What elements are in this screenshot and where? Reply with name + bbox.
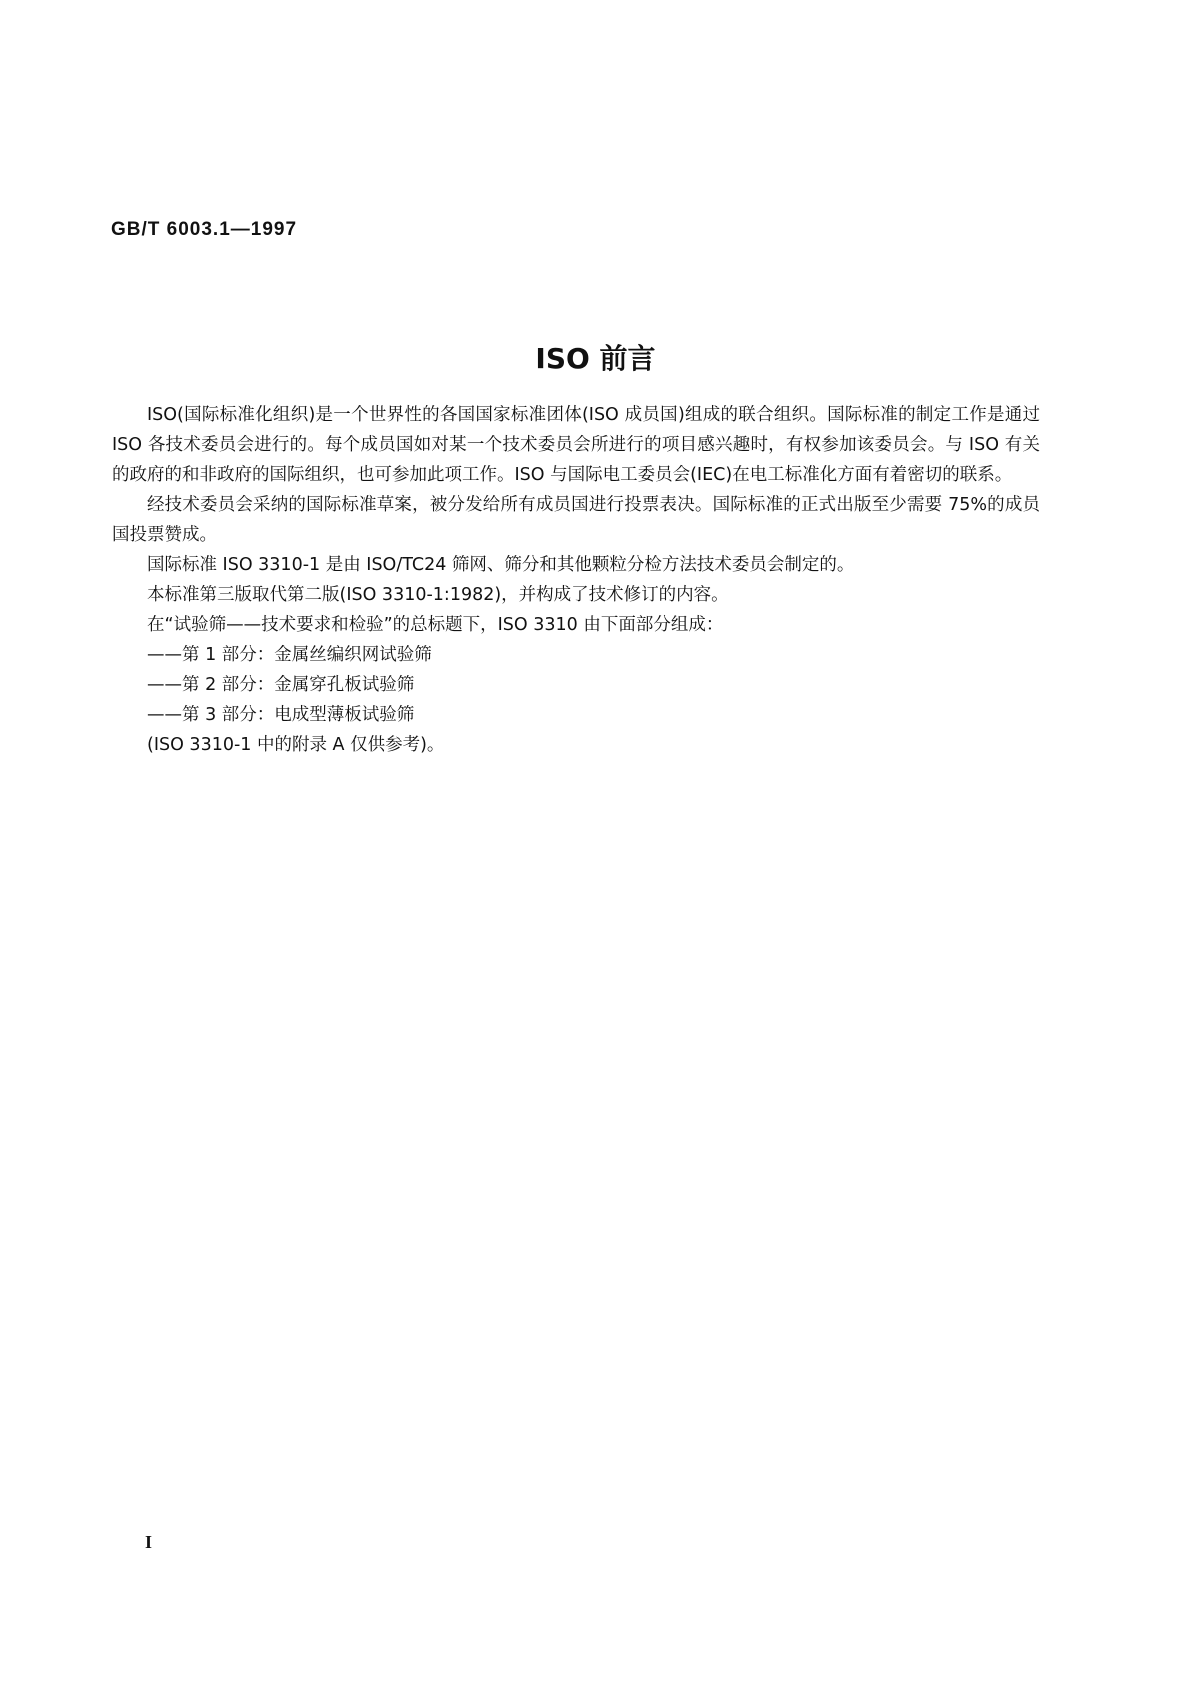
paragraph-parts-intro: 在“试验筛——技术要求和检验”的总标题下，ISO 3310 由下面部分组成：	[147, 615, 724, 635]
paragraph-committee: 国际标准 ISO 3310-1 是由 ISO/TC24 筛网、筛分和其他颗粒分检方法技术委员会制定的。	[147, 555, 855, 575]
standard-code: GB/T 6003.1—1997	[111, 219, 298, 240]
page-number: I	[145, 1532, 153, 1552]
list-item-part-1: ——第 1 部分：金属丝编织网试验筛	[147, 645, 432, 665]
paragraph-annex-note: (ISO 3310-1 中的附录 A 仅供参考)。	[147, 735, 445, 755]
list-item-part-2: ——第 2 部分：金属穿孔板试验筛	[147, 675, 415, 695]
list-item-part-3: ——第 3 部分：电成型薄板试验筛	[147, 705, 415, 725]
page-title: ISO 前言	[535, 342, 656, 375]
paragraph-edition: 本标准第三版取代第二版(ISO 3310-1:1982)，并构成了技术修订的内容。	[147, 585, 729, 605]
paragraph-iso-intro: ISO(国际标准化组织)是一个世界性的各国国家标准团体(ISO 成员国)组成的联合组织。国际标准的制定工作是通过 ISO 各技术委员会进行的。每个成员国如对某一个技术委员会所进行的项目感兴趣时，有权参加该委员会。与 ISO 有关的政府的和非政府的国际组织，也可参加此项工作。ISO 与国际电工委员会(IEC)在电工标准化方面有着密切的联系。	[112, 405, 1040, 485]
foreword-body	[112, 400, 1040, 760]
paragraph-voting: 经技术委员会采纳的国际标准草案，被分发给所有成员国进行投票表决。国际标准的正式出版至少需要 75%的成员国投票赞成。	[112, 495, 1040, 545]
